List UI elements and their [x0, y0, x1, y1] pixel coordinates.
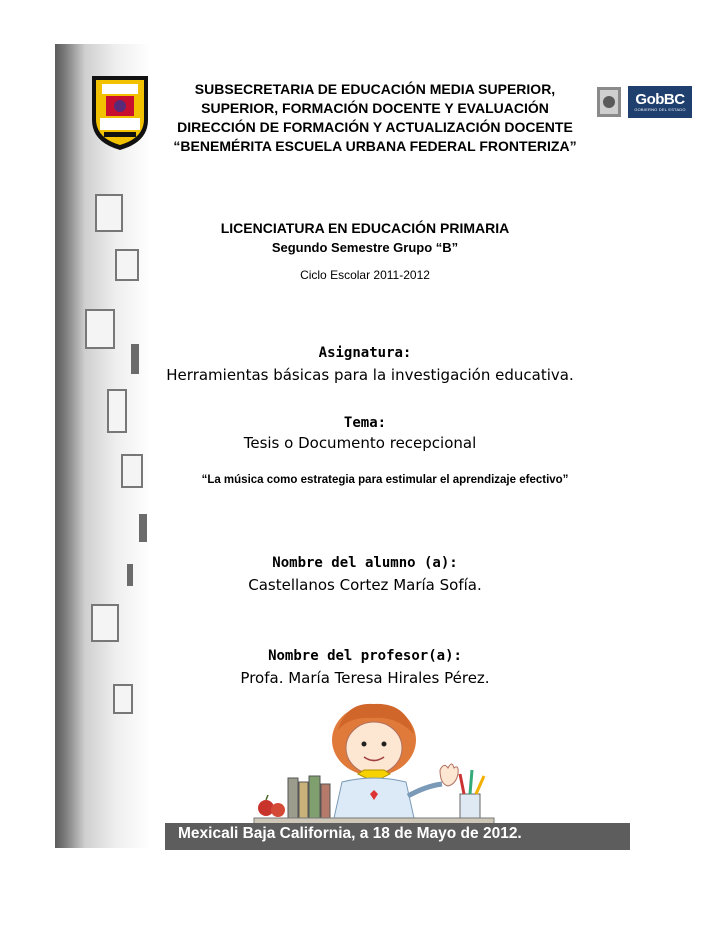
teacher-label: Nombre del profesor(a):	[268, 648, 462, 664]
semester-group: Segundo Semestre Grupo “B”	[271, 240, 459, 255]
degree-title: LICENCIATURA EN EDUCACIÓN PRIMARIA	[220, 220, 510, 236]
header-line: SUPERIOR, FORMACIÓN DOCENTE Y EVALUACIÓN	[201, 100, 549, 116]
topic-value: Tesis o Documento recepcional	[243, 434, 477, 452]
footer-location-date: Mexicali Baja California, a 18 de Mayo de 2012.	[178, 825, 522, 842]
student-name: Castellanos Cortez María Sofía.	[248, 576, 482, 594]
header-line: DIRECCIÓN DE FORMACIÓN Y ACTUALIZACIÓN DOCENTE	[177, 119, 573, 135]
student-label: Nombre del alumno (a):	[272, 555, 458, 571]
girl-at-desk-illustration-icon	[246, 700, 502, 830]
program-block	[150, 218, 580, 258]
gobbc-label: GobBC	[635, 90, 685, 108]
state-seal-icon	[596, 86, 622, 118]
school-crest-icon	[86, 72, 154, 152]
gobbc-sub: GOBIERNO DEL ESTADO	[634, 106, 686, 112]
gobbc-badge	[628, 86, 692, 118]
topic-label: Tema:	[343, 415, 387, 431]
subject-value: Herramientas básicas para la investigación educativa.	[166, 366, 574, 384]
school-cycle: Ciclo Escolar 2011-2012	[300, 268, 430, 282]
decorative-side-strip	[55, 44, 150, 848]
header-line: SUBSECRETARIA DE EDUCACIÓN MEDIA SUPERIOR,	[194, 81, 556, 97]
institution-header	[150, 80, 600, 156]
header-line: “BENEMÉRITA ESCUELA URBANA FEDERAL FRONTERIZA”	[173, 138, 577, 154]
teacher-name: Profa. María Teresa Hirales Pérez.	[240, 669, 490, 687]
thesis-title-quote: “La música como estrategia para estimular el aprendizaje efectivo”	[201, 474, 569, 486]
gobbc-logo	[596, 82, 696, 122]
subject-label: Asignatura:	[318, 345, 412, 361]
